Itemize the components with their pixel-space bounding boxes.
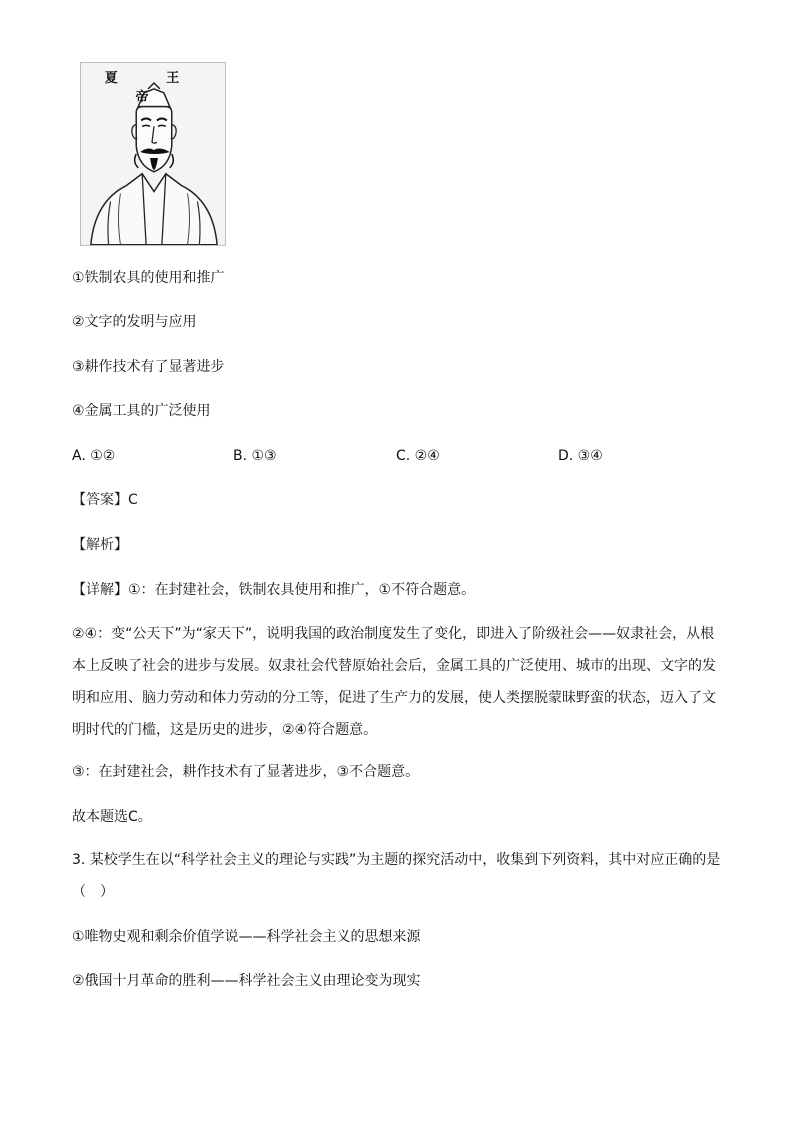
choice-b: B. ①③	[233, 448, 277, 464]
question-3-stem: 3. 某校学生在以“科学社会主义的理论与实践”为主题的探究活动中，收集到下列资料，其中对应正确的是（ ）	[72, 852, 721, 900]
option-2: ②文字的发明与应用	[72, 314, 197, 330]
detail-2: ②④：变“公天下”为“家天下”，说明我国的政治制度发生了变化，即进入了阶级社会——奴隶社会，从根本上反映了社会的进步与发展。奴隶社会代替原始社会后，金属工具的广泛使用、城市的出现、文字的发明和应用、脑力劳动和体力劳动的分工等，促进了生产力的发展，使人类摆脱蒙昧野蛮的状态，迈入了文明时代的门槛，这是历史的进步，②④符合题意。	[72, 626, 716, 738]
choice-a: A. ①②	[72, 448, 116, 464]
detail-1: 【详解】①：在封建社会，铁制农具使用和推广，①不符合题意。	[72, 582, 476, 598]
portrait-caption: 夏 王 帝	[104, 71, 202, 105]
detail-3: ③：在封建社会，耕作技术有了显著进步，③不合题意。	[72, 764, 420, 780]
option-1: ①铁制农具的使用和推广	[72, 270, 225, 286]
conclusion: 故本题选C。	[72, 809, 152, 825]
portrait-image	[80, 62, 226, 246]
choice-d: D. ③④	[558, 448, 603, 464]
analysis-label: 【解析】	[72, 537, 128, 553]
choice-c: C. ②④	[396, 448, 440, 464]
option-4: ④金属工具的广泛使用	[72, 403, 211, 419]
answer-choices	[72, 446, 724, 466]
question-3-item-2: ②俄国十月革命的胜利——科学社会主义由理论变为现实	[72, 973, 421, 989]
answer-line: 【答案】C	[72, 492, 138, 508]
question-3-item-1: ①唯物史观和剩余价值学说——科学社会主义的思想来源	[72, 929, 421, 945]
option-3: ③耕作技术有了显著进步	[72, 359, 225, 375]
